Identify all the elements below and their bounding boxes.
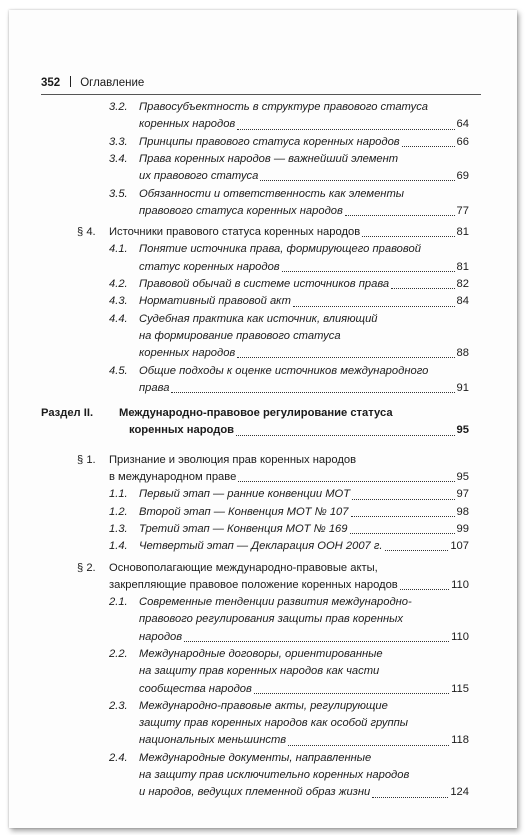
toc-entry-title-line: Правосубъектность в структуре правового статуса: [139, 101, 429, 113]
toc-entry-title-line: закрепляющие правовое положение коренных народов: [109, 578, 398, 591]
dot-leader: [238, 480, 454, 482]
toc-entry-page: 64: [456, 118, 469, 131]
toc-entry-number: § 1.: [77, 453, 96, 466]
toc-entry-title-line: Признание и эволюция прав коренных народов: [109, 453, 357, 466]
toc-entry-title-line: Права коренных народов — важнейший элемент: [139, 152, 399, 165]
toc-entry-title-line: Третий этап — Конвенция МОТ № 169: [139, 522, 348, 535]
toc-entry-title-line: Международные документы, направленные: [139, 751, 372, 764]
toc-entry-title-line: народов: [139, 630, 183, 643]
toc-entry-title-line: и народов, ведущих племенной образ жизни: [139, 786, 371, 799]
toc-entry-title-line: правового статуса коренных народов: [139, 204, 343, 217]
toc-entry-number: 2.3.: [109, 699, 128, 712]
toc-entry-page: 91: [456, 381, 469, 394]
toc-entry-page: 118: [451, 734, 469, 747]
toc-entry-title-line: сообщества народов: [139, 682, 252, 695]
dot-leader: [400, 588, 449, 590]
toc-entry-number: 4.5.: [109, 364, 128, 377]
toc-entry-page: 99: [456, 522, 469, 535]
toc-entry-title-line: права: [139, 381, 170, 394]
toc-entry-title-line: Международно-правовые акты, регулирующие: [139, 699, 388, 712]
toc-entry-title-line: коренных народов: [129, 424, 235, 437]
dot-leader: [282, 270, 455, 272]
header-divider: [70, 76, 71, 87]
dot-leader: [184, 640, 449, 642]
toc-entry-title-line: Обязанности и ответственность как элементы: [139, 187, 404, 200]
toc-entry-title-line: Второй этап — Конвенция МОТ № 107: [139, 505, 349, 518]
toc-entry-title-line: Международно-правовое регулирование статуса: [119, 407, 393, 420]
running-header: [41, 76, 144, 90]
toc-entry-number: 1.3.: [109, 522, 128, 535]
dot-leader: [372, 796, 448, 798]
header-rule: [41, 94, 481, 95]
toc-entry-page: 110: [451, 578, 469, 591]
dot-leader: [236, 434, 454, 436]
toc-entry-number: 3.4.: [109, 152, 128, 165]
toc-entry-number: 4.1.: [109, 243, 128, 256]
toc-entry-page: 84: [456, 295, 469, 308]
toc-entry-title-line: Принципы правового статуса коренных народов: [139, 135, 400, 148]
toc-entry-number: 1.1.: [109, 488, 128, 501]
toc-entry-title-line: Судебная практика как источник, влияющий: [139, 312, 378, 325]
toc-entry-page: 107: [450, 540, 469, 553]
toc-entry-number: § 4.: [77, 226, 96, 239]
dot-leader: [171, 391, 454, 393]
toc-entry-page: 69: [456, 170, 469, 183]
toc-entry-title-line: Общие подходы к оценке источников международного: [139, 364, 429, 377]
dot-leader: [385, 549, 449, 551]
dot-leader: [288, 744, 449, 746]
dot-leader: [350, 532, 455, 534]
toc-entry-number: 3.2.: [109, 101, 128, 113]
toc-entry-title-line: на защиту прав исключительно коренных народов: [139, 769, 410, 782]
toc-entry-page: 110: [451, 630, 469, 643]
dot-leader: [260, 179, 454, 181]
toc-entry-number: 4.4.: [109, 312, 128, 325]
toc-entry-title-line: Первый этап — ранние конвенции МОТ: [139, 488, 351, 501]
toc-entry-title-line: Нормативный правовой акт: [139, 295, 291, 308]
toc-entry-title-line: Современные тенденции развития международно-: [139, 596, 412, 609]
toc-entry-number: § 2.: [77, 561, 96, 574]
toc-entry-title-line: Международные договоры, ориентированные: [139, 648, 383, 660]
toc-entry-page: 115: [451, 682, 469, 695]
toc-entry-number: 2.2.: [109, 648, 128, 660]
toc-entry-number: 4.3.: [109, 295, 128, 308]
toc-entry-title-line: статус коренных народов: [139, 260, 280, 273]
toc-entry-page: 81: [456, 226, 469, 239]
toc-entry-title-line: правового регулирования защиты прав коренных: [139, 613, 403, 626]
dot-leader: [351, 515, 455, 517]
toc-entry-number: 4.2.: [109, 278, 128, 290]
toc-entry-page: 88: [456, 347, 469, 360]
toc-entry-page: 95: [456, 470, 469, 483]
toc-entry-title-line: Четвертый этап — Декларация ООН 2007 г.: [139, 540, 383, 553]
toc-entry-number: 3.3.: [109, 135, 128, 148]
toc-entry-number: 2.1.: [109, 596, 128, 609]
toc-entry-number: 1.2.: [109, 505, 128, 518]
toc-entry-page: 66: [456, 135, 469, 148]
page-number: 352: [41, 77, 61, 89]
toc-entry-title-line: защиту прав коренных народов как особой группы: [139, 717, 409, 730]
toc-entry-number: Раздел II.: [41, 407, 94, 420]
toc-entry-title-line: на формирование правового статуса: [139, 329, 341, 342]
dot-leader: [293, 305, 455, 307]
toc-entry-number: 2.4.: [109, 751, 128, 764]
toc-entry-title-line: в международном праве: [109, 470, 237, 483]
dot-leader: [402, 145, 455, 147]
toc-entry-title-line: Правовой обычай в системе источников права: [139, 278, 390, 290]
book-page: [9, 10, 517, 828]
toc-entry-page: 82: [456, 278, 469, 290]
toc-entry-title-line: их правового статуса: [139, 170, 259, 183]
toc-entry-number: 3.5.: [109, 187, 128, 200]
toc-entry-page: 98: [456, 505, 469, 518]
dot-leader: [237, 356, 454, 358]
dot-leader: [352, 498, 454, 500]
toc-entry-title-line: Источники правового статуса коренных народов: [109, 226, 361, 239]
dot-leader: [391, 287, 454, 289]
toc-entry-title-line: Основополагающие международно-правовые акты,: [109, 561, 378, 574]
toc-entry-page: 77: [456, 204, 469, 217]
toc-entry-title-line: коренных народов: [139, 118, 236, 131]
toc-entry-page: 95: [456, 424, 469, 437]
toc-entry-title-line: национальных меньшинств: [139, 734, 287, 747]
dot-leader: [362, 235, 454, 237]
toc-entry-page: 81: [456, 260, 469, 273]
header-title: Оглавление: [80, 77, 145, 89]
dot-leader: [345, 214, 455, 216]
dot-leader: [254, 692, 449, 694]
toc-entry-page: 97: [456, 488, 469, 501]
toc-entry-title-line: на защиту прав коренных народов как части: [139, 665, 380, 678]
toc-entry-title-line: коренных народов: [139, 347, 236, 360]
toc-entry-title-line: Понятие источника права, формирующего правовой: [139, 243, 421, 256]
dot-leader: [237, 128, 454, 130]
toc-entry-page: 124: [450, 786, 469, 799]
toc-entry-number: 1.4.: [109, 540, 128, 553]
